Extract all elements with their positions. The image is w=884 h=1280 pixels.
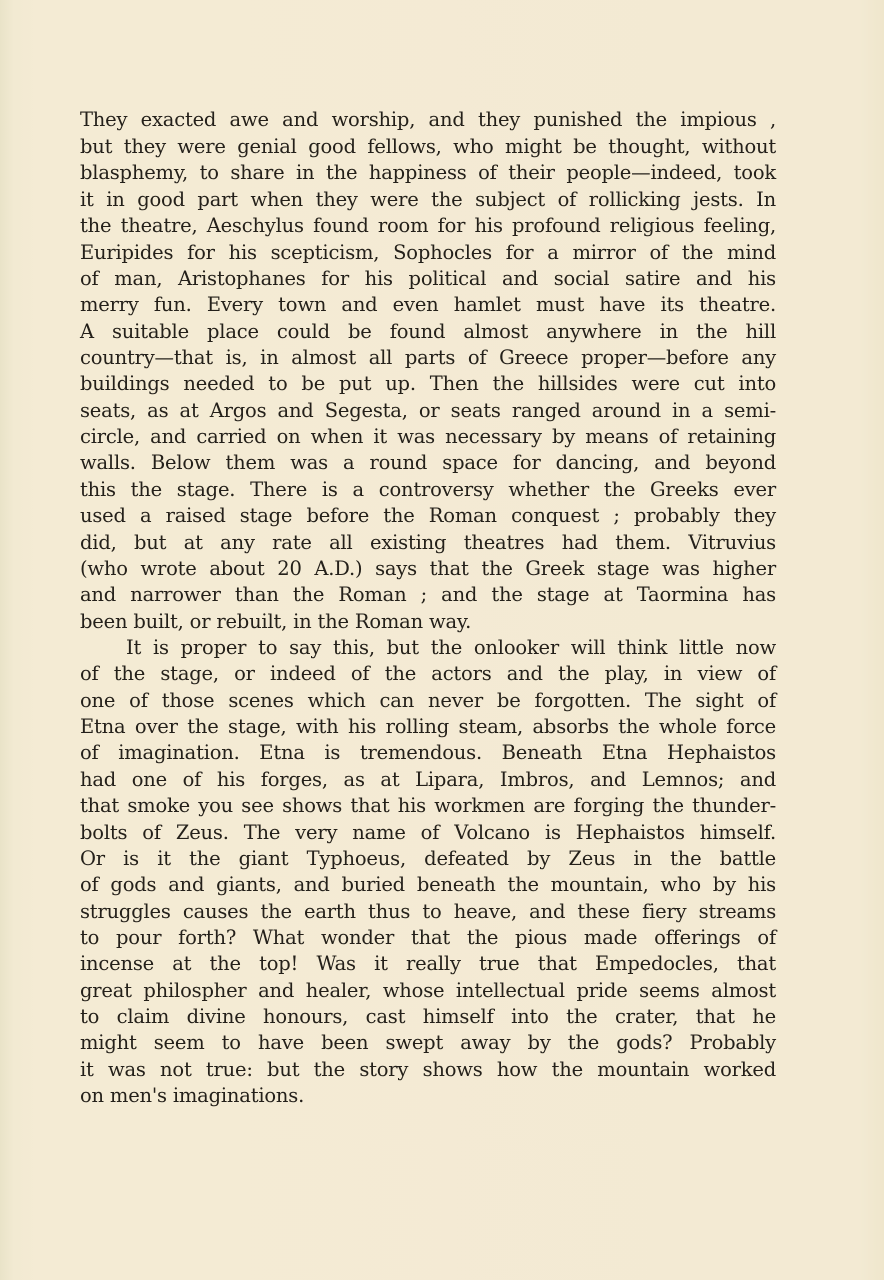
paragraph-1-line-5: the theatre, Aeschylus found room for his profound religious feeling, bbox=[80, 214, 776, 237]
paragraph-2-line-11: struggles causes the earth thus to heave, and these fiery streams bbox=[80, 900, 776, 923]
paragraph-1-line-4: it in good part when they were the subject of rollicking jests. In bbox=[80, 188, 776, 211]
paragraph-1-line-13: circle, and carried on when it was necessary by means of retaining bbox=[80, 425, 776, 448]
paragraph-2-line-17: it was not true: but the story shows how the mountain worked bbox=[80, 1058, 776, 1081]
paragraph-1-line-12: seats, as at Argos and Segesta, or seats ranged around in a semi- bbox=[80, 399, 776, 422]
paragraph-1-line-2: but they were genial good fellows, who might be thought, without bbox=[80, 135, 776, 158]
paragraph-1-line-19: and narrower than the Roman ; and the stage at Taormina has bbox=[80, 583, 776, 606]
paragraph-2-line-18: on men's imaginations. bbox=[80, 1084, 305, 1107]
paragraph-1-line-17: did, but at any rate all existing theatres had them. Vitruvius bbox=[80, 531, 776, 554]
paragraph-2-line-13: incense at the top! Was it really true that Empedocles, that bbox=[80, 952, 776, 975]
paragraph-1-line-14: walls. Below them was a round space for dancing, and beyond bbox=[80, 451, 776, 474]
paragraph-2-line-14: great philospher and healer, whose intellectual pride seems almost bbox=[80, 979, 776, 1002]
paragraph-2-line-6: had one of his forges, as at Lipara, Imbros, and Lemnos; and bbox=[80, 768, 776, 791]
paragraph-1-line-20: been built, or rebuilt, in the Roman way. bbox=[80, 610, 472, 633]
paragraph-2-line-5: of imagination. Etna is tremendous. Beneath Etna Hephaistos bbox=[80, 741, 776, 764]
paragraph-2-line-15: to claim divine honours, cast himself into the crater, that he bbox=[80, 1005, 776, 1028]
paragraph-2-line-1: It is proper to say this, but the onlooker will think little now bbox=[126, 636, 776, 659]
paragraph-1-line-11: buildings needed to be put up. Then the hillsides were cut into bbox=[80, 372, 776, 395]
paragraph-1-line-6: Euripides for his scepticism, Sophocles for a mirror of the mind bbox=[80, 241, 776, 264]
paragraph-1-line-15: this the stage. There is a controversy whether the Greeks ever bbox=[80, 478, 776, 501]
paragraph-1-line-16: used a raised stage before the Roman conquest ; probably they bbox=[80, 504, 776, 527]
paragraph-2-line-4: Etna over the stage, with his rolling steam, absorbs the whole force bbox=[80, 715, 776, 738]
paragraph-1-line-10: country—that is, in almost all parts of Greece proper—before any bbox=[80, 346, 776, 369]
paragraph-2-line-7: that smoke you see shows that his workmen are forging the thunder- bbox=[80, 794, 776, 817]
paragraph-1-line-9: A suitable place could be found almost anywhere in the hill bbox=[80, 320, 776, 343]
paragraph-1-line-7: of man, Aristophanes for his political and social satire and his bbox=[80, 267, 776, 290]
paragraph-2-line-16: might seem to have been swept away by the gods? Probably bbox=[80, 1031, 776, 1054]
paragraph-2-line-3: one of those scenes which can never be forgotten. The sight of bbox=[80, 689, 776, 712]
paragraph-1-line-1: They exacted awe and worship, and they punished the impious , bbox=[80, 108, 776, 131]
paragraph-2-line-12: to pour forth? What wonder that the pious made offerings of bbox=[80, 926, 776, 949]
paragraph-2-line-2: of the stage, or indeed of the actors and the play, in view of bbox=[80, 662, 776, 685]
paragraph-1-line-3: blasphemy, to share in the happiness of their people—indeed, took bbox=[80, 161, 776, 184]
paragraph-2-line-10: of gods and giants, and buried beneath the mountain, who by his bbox=[80, 873, 776, 896]
paragraph-2-line-8: bolts of Zeus. The very name of Volcano is Hephaistos himself. bbox=[80, 821, 776, 844]
paragraph-1-line-8: merry fun. Every town and even hamlet must have its theatre. bbox=[80, 293, 776, 316]
paragraph-2-line-9: Or is it the giant Typhoeus, defeated by Zeus in the battle bbox=[80, 847, 776, 870]
paragraph-1-line-18: (who wrote about 20 A.D.) says that the Greek stage was higher bbox=[80, 557, 776, 580]
